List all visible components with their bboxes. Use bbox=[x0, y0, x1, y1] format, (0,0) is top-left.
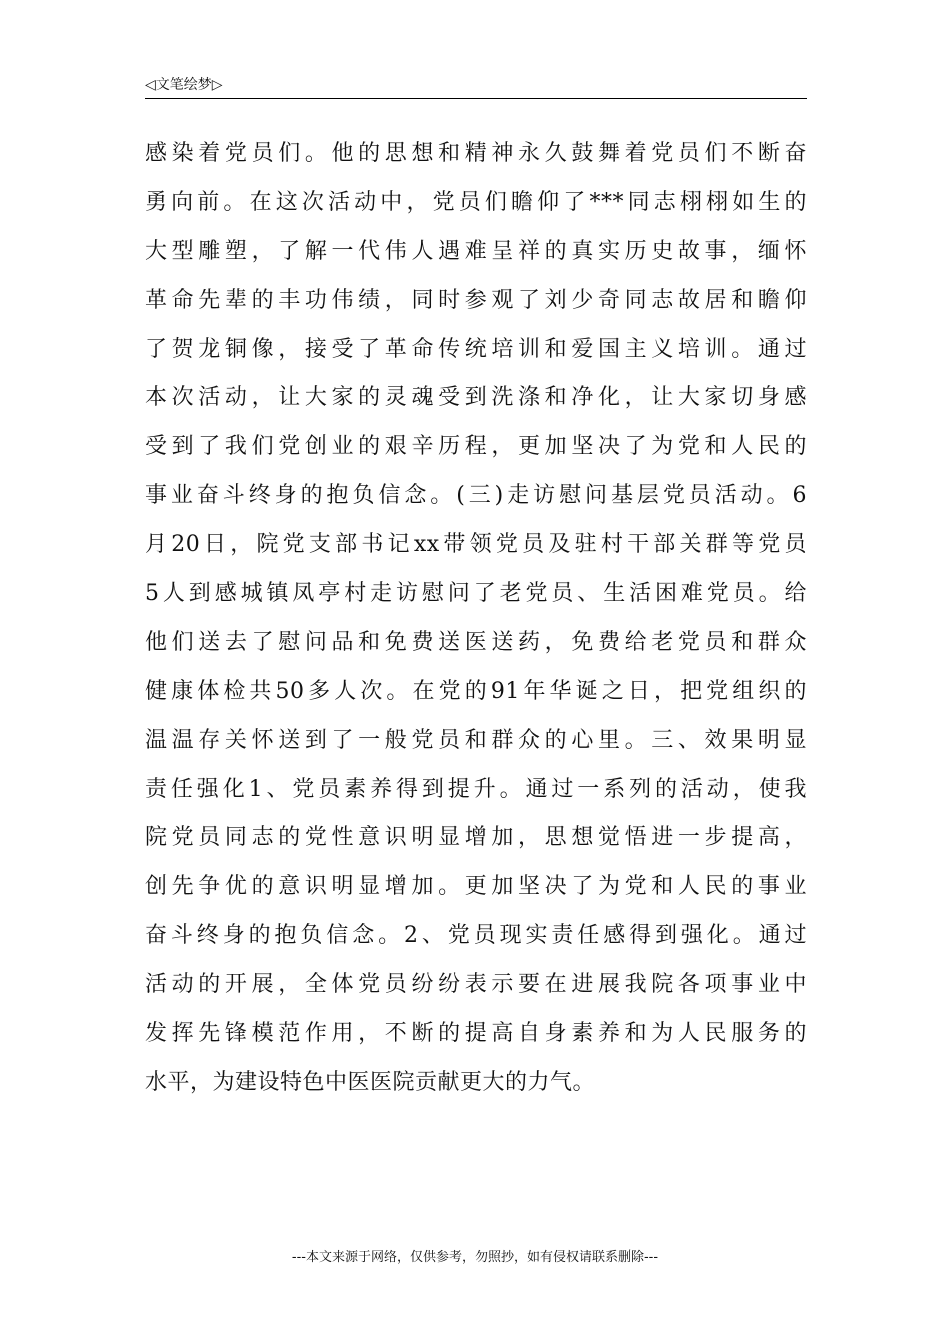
text-line-15: 院党员同志的党性意识明显增加，思想觉悟进一步提高， bbox=[145, 825, 807, 851]
page-header bbox=[145, 72, 807, 99]
text-line-16: 创先争优的意识明显增加。更加坚决了为党和人民的事业 bbox=[145, 874, 807, 900]
text-line-17: 奋斗终身的抱负信念。2、党员现实责任感得到强化。通过 bbox=[145, 923, 807, 949]
text-line-1: 感染着党员们。他的思想和精神永久鼓舞着党员们不断奋 bbox=[145, 141, 807, 166]
text-line-8: 事业奋斗终身的抱负信念。(三)走访慰问基层党员活动。6 bbox=[145, 483, 807, 509]
body-text bbox=[145, 130, 807, 1108]
header-title: ◁文笔绘梦▷ bbox=[145, 77, 223, 93]
text-line-20: 水平，为建设特色中医医院贡献更大的力气。 bbox=[145, 1069, 596, 1095]
text-line-12: 健康体检共50多人次。在党的91年华诞之日，把党组织的 bbox=[145, 678, 807, 704]
text-line-4: 革命先辈的丰功伟绩，同时参观了刘少奇同志故居和瞻仰 bbox=[145, 287, 807, 313]
text-line-11: 他们送去了慰问品和免费送医送药，免费给老党员和群众 bbox=[145, 629, 807, 655]
text-line-7: 受到了我们党创业的艰辛历程，更加坚决了为党和人民的 bbox=[145, 434, 807, 460]
text-line-3: 大型雕塑，了解一代伟人遇难呈祥的真实历史故事，缅怀 bbox=[145, 238, 807, 264]
text-line-5: 了贺龙铜像，接受了革命传统培训和爱国主义培训。通过 bbox=[145, 336, 807, 362]
text-line-2: 勇向前。在这次活动中，党员们瞻仰了***同志栩栩如生的 bbox=[145, 189, 807, 215]
text-line-18: 活动的开展，全体党员纷纷表示要在进展我院各项事业中 bbox=[145, 972, 807, 998]
text-line-9: 月20日，院党支部书记xx带领党员及驻村干部关群等党员 bbox=[145, 532, 807, 558]
text-line-19: 发挥先锋模范作用，不断的提高自身素养和为人民服务的 bbox=[145, 1021, 807, 1047]
page-footer: ---本文来源于网络，仅供参考，勿照抄，如有侵权请联系删除--- bbox=[291, 1250, 659, 1265]
text-line-6: 本次活动，让大家的灵魂受到洗涤和净化，让大家切身感 bbox=[145, 385, 807, 411]
text-line-14: 责任强化1、党员素养得到提升。通过一系列的活动，使我 bbox=[145, 776, 807, 802]
text-line-13: 温温存关怀送到了一般党员和群众的心里。三、效果明显 bbox=[145, 727, 807, 753]
text-line-10: 5人到感城镇凤亭村走访慰问了老党员、生活困难党员。给 bbox=[145, 581, 807, 607]
